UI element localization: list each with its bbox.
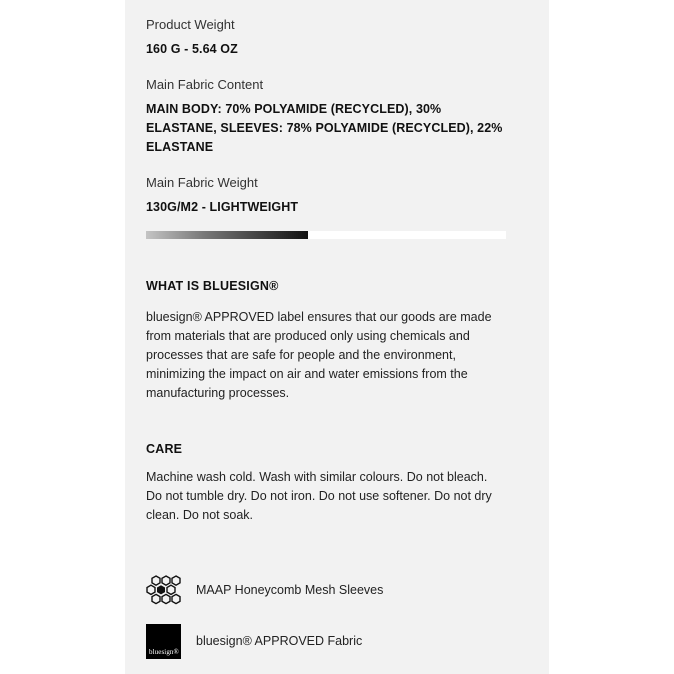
care-heading: CARE xyxy=(146,442,183,456)
fabric-content-value: MAIN BODY: 70% POLYAMIDE (RECYCLED), 30% ELASTANE, SLEEVES: 78% POLYAMIDE (RECYCLED), 22% ELASTANE xyxy=(146,102,503,154)
feature-bluesign-label: bluesign® APPROVED Fabric xyxy=(196,634,363,648)
honeycomb-icon xyxy=(146,574,181,606)
bluesign-heading: WHAT IS BLUESIGN® xyxy=(146,279,279,293)
fabric-weight-bar-fill xyxy=(146,231,308,239)
fabric-weight-value: 130G/M2 - LIGHTWEIGHT xyxy=(146,200,299,214)
care-instructions: Machine wash cold. Wash with similar colours. Do not bleach. Do not tumble dry. Do not iron. Do not use softener. Do not dry clean. Do not soak. xyxy=(146,470,492,522)
fabric-weight-label: Main Fabric Weight xyxy=(146,175,258,190)
bluesign-description: bluesign® APPROVED label ensures that our goods are made from materials that are produced only using chemicals and processes that are safe for people and the environment, minimizing the impact on air and water emissions from the manufacturing processes. xyxy=(146,310,492,400)
product-weight-value: 160 G - 5.64 OZ xyxy=(146,42,238,56)
fabric-content-label: Main Fabric Content xyxy=(146,77,264,92)
bluesign-logo-text: bluesign® xyxy=(149,648,179,656)
bluesign-logo xyxy=(146,624,181,659)
feature-honeycomb-label: MAAP Honeycomb Mesh Sleeves xyxy=(196,583,384,597)
fabric-weight-bar xyxy=(146,231,506,239)
product-weight-label: Product Weight xyxy=(146,17,235,32)
